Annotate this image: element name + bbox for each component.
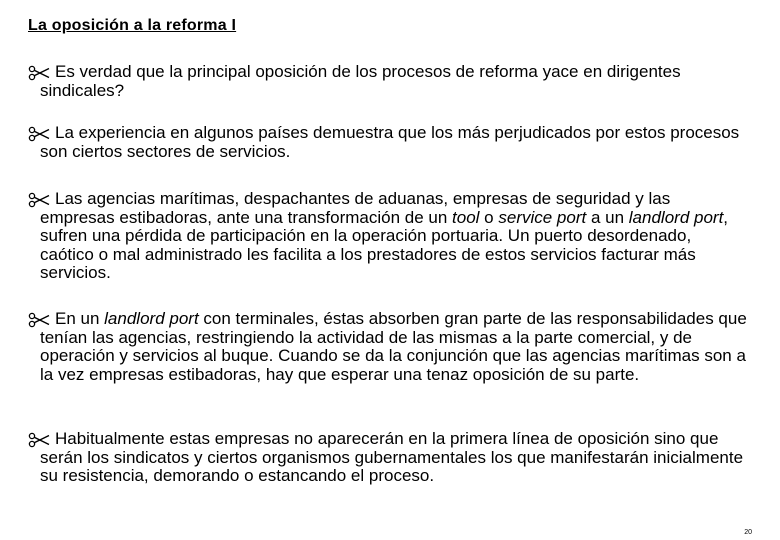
bullet-item [28,310,748,384]
slide-title: La oposición a la reforma I [28,17,237,34]
page-number: 20 [744,529,752,536]
text-segment: Habitualmente estas empresas no aparecerán en la primera línea de oposición sino que serán los sindicatos y ciertos organismos gubernamentales los que manifestarán inicialmente su resistencia, demorando o estancando el proceso. [40,429,744,485]
scissors-icon [28,312,50,328]
bullet-text [40,124,748,161]
bullet-text [40,310,748,384]
text-segment: o [479,207,499,227]
text-segment: con terminales, éstas absorben gran parte de las responsabilidades que tenían las agencias, restringiendo la actividad de las mismas a la parte comercial, y de operación y servicios al buque. Cuando se da la conjunción que las agencias marítimas son a la vez empresas estibadoras, hay que esperar una tenaz oposición de su parte. [40,309,747,384]
scissors-icon [28,126,50,142]
italic-term: landlord port [628,207,724,227]
bullet-item [28,190,748,283]
bullet-item [28,63,748,100]
text-segment: En un [55,309,105,328]
text-segment: Es verdad que la principal oposición de los procesos de reforma yace en dirigentes sindicales? [40,62,681,100]
italic-term: service port [498,207,587,227]
bullet-item [28,124,748,161]
bullet-text [40,63,748,100]
bullet-text [40,190,748,283]
bullet-item [28,430,748,486]
scissors-icon [28,192,50,208]
scissors-icon [28,432,50,448]
scissors-icon [28,65,50,81]
italic-term: tool [452,207,480,227]
text-segment: , sufren una pérdida de participación en la operación portuaria. Un puerto desordenado, caótico o mal administrado les facilita a los prestadores de estos servicios facturar más servicios. [40,207,729,282]
italic-term: landlord port [104,309,199,328]
text-segment: Las agencias marítimas, despachantes de aduanas, empresas de seguridad y las empresas estibadoras, ante una transformación de un [40,189,671,227]
text-segment: La experiencia en algunos países demuestra que los más perjudicados por estos procesos son ciertos sectores de servicios. [40,123,740,161]
bullet-text [40,430,748,486]
text-segment: a un [586,207,629,227]
